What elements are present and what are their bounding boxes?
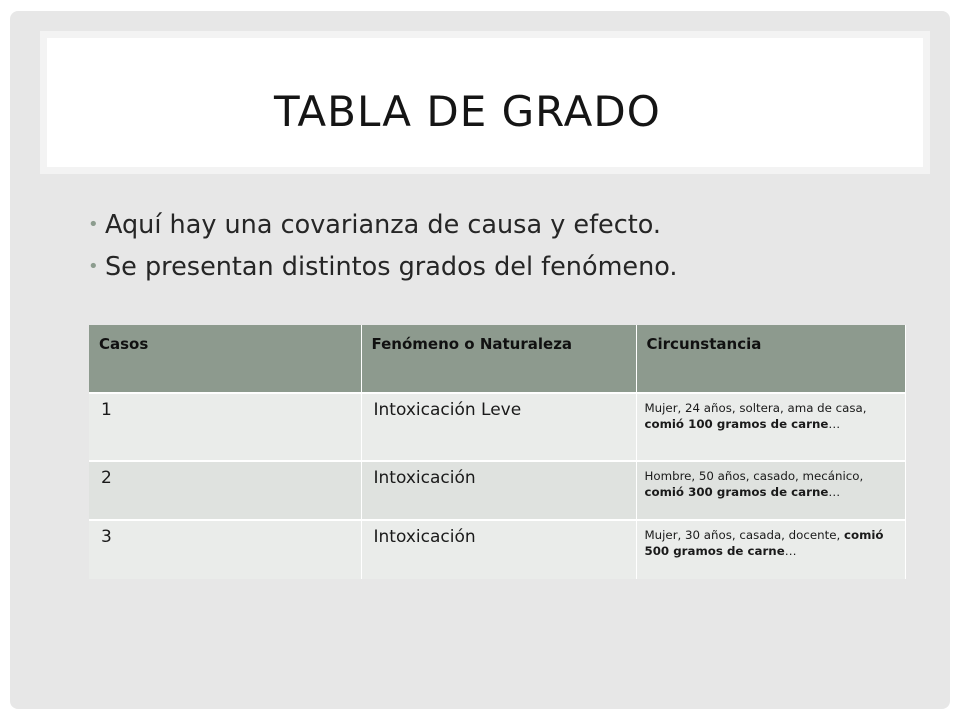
grade-table: [89, 325, 906, 579]
bullet-list: [88, 204, 678, 288]
bullet-icon: •: [88, 214, 99, 235]
cell-fenomeno: Intoxicación Leve: [361, 393, 636, 461]
slide-title: TABLA DE GRADO: [274, 87, 661, 136]
cell-caso: 3: [89, 520, 361, 579]
circ-tail: …: [784, 544, 797, 558]
cell-caso: 1: [89, 393, 361, 461]
cell-circunstancia: [636, 461, 905, 520]
table-row: [89, 393, 905, 461]
cell-circunstancia: [636, 520, 905, 579]
header-casos: Casos: [89, 325, 361, 393]
table-row: [89, 461, 905, 520]
bullet-text: Aquí hay una covarianza de causa y efecto.: [105, 210, 662, 240]
circ-text: Mujer, 30 años, casada, docente,: [644, 528, 844, 542]
table-row: [89, 520, 905, 579]
circ-tail: …: [828, 485, 841, 499]
bullet-text: Se presentan distintos grados del fenómeno.: [105, 252, 678, 282]
circ-bold: comió 100 gramos de carne: [644, 417, 829, 431]
circ-text: Mujer, 24 años, soltera, ama de casa,: [644, 401, 867, 415]
circ-bold: comió 300 gramos de carne: [644, 485, 829, 499]
bullet-item: [88, 246, 678, 288]
header-fenomeno: Fenómeno o Naturaleza: [361, 325, 636, 393]
slide: [10, 11, 950, 709]
cell-fenomeno: Intoxicación: [361, 520, 636, 579]
cell-circunstancia: [636, 393, 905, 461]
bullet-item: [88, 204, 678, 246]
table-header-row: [89, 325, 905, 393]
circ-tail: …: [828, 417, 841, 431]
circ-text: Hombre, 50 años, casado, mecánico,: [644, 469, 864, 483]
cell-caso: 2: [89, 461, 361, 520]
circ-bold: comió 500 gramos de carne: [644, 528, 884, 558]
cell-fenomeno: Intoxicación: [361, 461, 636, 520]
bullet-icon: •: [88, 256, 99, 277]
header-circunstancia: Circunstancia: [636, 325, 905, 393]
